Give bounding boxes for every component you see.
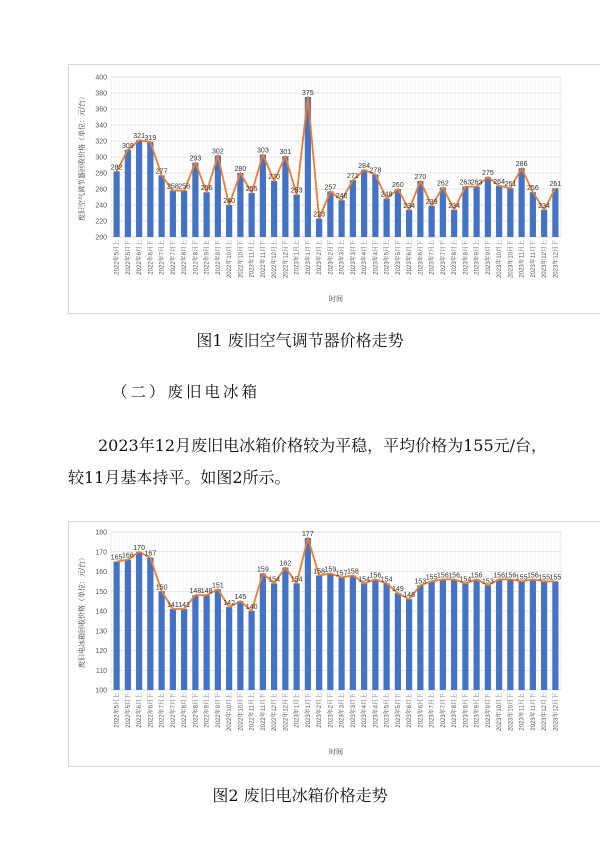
bar xyxy=(339,577,345,690)
bar xyxy=(530,579,536,690)
data-label: 155 xyxy=(549,574,562,582)
data-label: 240 xyxy=(223,198,235,205)
data-label: 248 xyxy=(380,191,393,199)
x-tick-label: 2022年5月下 xyxy=(125,693,132,728)
x-tick-label: 2023年2月下 xyxy=(328,693,335,728)
bar xyxy=(316,575,322,690)
data-label: 278 xyxy=(369,167,382,175)
bar xyxy=(204,192,210,237)
x-tick-label: 2023年10月上 xyxy=(497,693,504,732)
y-tick-label: 160 xyxy=(95,569,107,576)
y-tick-label: 380 xyxy=(95,90,107,98)
bar xyxy=(417,181,423,237)
bar xyxy=(260,155,266,237)
data-label: 256 xyxy=(527,185,539,193)
figure2-caption: 图2 废旧电冰箱价格走势 xyxy=(212,786,388,805)
data-label: 155 xyxy=(425,574,438,582)
x-tick-label: 2022年9月下 xyxy=(215,693,222,728)
data-label: 145 xyxy=(234,594,247,602)
y-tick-label: 150 xyxy=(95,588,107,596)
chart2-svg xyxy=(69,522,600,766)
x-tick-label: 2022年6月上 xyxy=(137,693,144,728)
data-label: 270 xyxy=(268,174,280,181)
bar xyxy=(147,558,153,690)
bar xyxy=(294,583,300,690)
bar xyxy=(327,573,333,690)
bar xyxy=(114,171,120,237)
x-tick-label: 2022年7月上 xyxy=(159,240,166,275)
data-label: 166 xyxy=(122,552,134,560)
bar xyxy=(226,205,232,237)
x-tick-label: 2022年12月下 xyxy=(283,240,290,279)
data-label: 262 xyxy=(437,180,449,188)
data-label: 148 xyxy=(200,588,213,596)
data-label: 293 xyxy=(189,155,202,163)
y-tick-label: 340 xyxy=(95,122,107,130)
bar xyxy=(519,581,525,690)
x-tick-label: 2023年2月上 xyxy=(317,240,324,275)
x-axis-title: 时间 xyxy=(329,749,343,756)
x-tick-label: 2023年8月上 xyxy=(452,693,459,728)
x-tick-label: 2023年11月上 xyxy=(519,693,526,731)
bar xyxy=(552,581,558,690)
data-label: 263 xyxy=(470,179,483,187)
data-label: 156 xyxy=(470,572,483,580)
data-label: 156 xyxy=(504,572,517,580)
bar xyxy=(249,193,255,237)
bar xyxy=(440,579,446,690)
bar xyxy=(215,589,221,690)
bar xyxy=(271,583,277,690)
x-tick-label: 2022年10月上 xyxy=(227,240,234,279)
data-label: 154 xyxy=(380,576,393,584)
x-tick-label: 2023年6月上 xyxy=(407,693,414,728)
data-label: 375 xyxy=(302,90,314,97)
data-label: 275 xyxy=(482,170,494,177)
data-label: 141 xyxy=(167,602,179,610)
data-label: 159 xyxy=(324,566,337,574)
x-tick-label: 2023年5月下 xyxy=(395,693,402,728)
data-label: 140 xyxy=(245,604,258,611)
x-tick-label: 2023年11月下 xyxy=(530,240,537,278)
bar xyxy=(552,188,558,237)
y-tick-label: 260 xyxy=(95,186,107,194)
data-label: 255 xyxy=(245,186,258,193)
x-tick-label: 2023年3月下 xyxy=(350,240,357,275)
x-tick-label: 2022年5月上 xyxy=(114,693,121,728)
bar xyxy=(282,156,288,237)
x-tick-label: 2022年12月上 xyxy=(272,693,279,732)
x-tick-label: 2023年6月下 xyxy=(418,240,425,275)
bar xyxy=(136,140,142,237)
data-label: 234 xyxy=(403,202,415,210)
bar xyxy=(192,163,198,237)
data-label: 257 xyxy=(324,184,337,192)
bar xyxy=(361,170,367,237)
x-tick-label: 2023年12月上 xyxy=(542,693,549,732)
data-label: 157 xyxy=(335,570,348,578)
bar xyxy=(530,192,536,237)
x-tick-label: 2023年8月下 xyxy=(463,693,470,728)
data-label: 156 xyxy=(448,572,460,580)
data-label: 302 xyxy=(212,148,224,156)
x-tick-label: 2022年7月下 xyxy=(170,240,177,275)
bar xyxy=(395,593,401,690)
data-label: 223 xyxy=(313,211,325,219)
x-tick-label: 2022年7月上 xyxy=(159,693,166,728)
data-label: 321 xyxy=(133,133,145,141)
y-tick-label: 280 xyxy=(95,170,107,178)
x-tick-label: 2022年10月上 xyxy=(227,693,234,732)
section-heading: （二）废旧电冰箱 xyxy=(112,383,261,401)
x-tick-label: 2022年5月下 xyxy=(125,240,132,275)
y-axis-title: 废旧电冰箱回收价格（单位：元/台） xyxy=(79,554,86,668)
paragraph-line-1: 2023年12月废旧电冰箱价格较为平稳，平均价格为155元/台， xyxy=(98,436,548,455)
data-label: 153 xyxy=(482,578,494,586)
x-tick-label: 2022年7月下 xyxy=(170,693,177,728)
bar xyxy=(159,591,165,690)
x-tick-label: 2023年1月下 xyxy=(305,693,312,728)
x-tick-label: 2023年3月上 xyxy=(339,693,346,728)
bar xyxy=(181,609,187,690)
bar xyxy=(462,583,468,690)
data-label: 177 xyxy=(302,530,314,538)
x-tick-label: 2022年11月下 xyxy=(260,693,267,731)
x-tick-label: 2023年11月上 xyxy=(519,240,526,278)
x-tick-label: 2022年11月下 xyxy=(260,240,267,278)
data-label: 156 xyxy=(437,572,449,580)
x-tick-label: 2023年7月下 xyxy=(440,240,447,275)
data-label: 280 xyxy=(234,166,247,173)
data-label: 159 xyxy=(257,566,269,574)
data-label: 156 xyxy=(527,572,539,580)
bar xyxy=(260,573,266,690)
bar xyxy=(474,579,480,690)
x-tick-label: 2023年11月下 xyxy=(530,693,537,731)
chart1-container xyxy=(68,64,600,314)
x-tick-label: 2023年7月上 xyxy=(429,693,436,728)
y-tick-label: 200 xyxy=(95,234,107,242)
y-tick-label: 240 xyxy=(95,202,107,210)
x-tick-label: 2022年12月下 xyxy=(283,693,290,732)
x-tick-label: 2023年7月上 xyxy=(429,240,436,275)
data-label: 239 xyxy=(425,198,438,206)
y-tick-label: 320 xyxy=(95,138,107,146)
chart1-svg xyxy=(69,65,600,313)
bar xyxy=(125,150,131,237)
x-tick-label: 2023年4月下 xyxy=(373,240,380,275)
x-tick-label: 2022年10月下 xyxy=(238,240,245,279)
bar xyxy=(125,560,131,690)
data-label: 234 xyxy=(538,202,550,210)
data-label: 154 xyxy=(290,576,303,584)
x-tick-label: 2023年7月下 xyxy=(440,693,447,728)
x-tick-label: 2023年3月上 xyxy=(339,240,346,275)
data-label: 319 xyxy=(144,134,157,142)
data-label: 153 xyxy=(414,578,427,586)
bar xyxy=(249,611,255,690)
y-tick-label: 130 xyxy=(95,628,107,636)
x-tick-label: 2023年6月上 xyxy=(407,240,414,275)
bar xyxy=(339,200,345,237)
bar xyxy=(451,579,457,690)
bar xyxy=(305,538,311,690)
bar xyxy=(350,575,356,690)
data-label: 165 xyxy=(110,554,123,562)
data-label: 260 xyxy=(392,182,404,189)
bar xyxy=(429,206,435,237)
x-tick-label: 2023年10月下 xyxy=(508,240,515,279)
data-label: 158 xyxy=(347,568,359,576)
data-label: 263 xyxy=(459,179,472,187)
data-label: 146 xyxy=(403,592,415,600)
bar xyxy=(395,189,401,237)
x-tick-label: 2023年1月上 xyxy=(294,240,301,275)
x-tick-label: 2023年9月下 xyxy=(485,240,492,275)
bar xyxy=(170,191,176,237)
x-tick-label: 2022年8月下 xyxy=(193,693,200,728)
x-tick-label: 2023年5月下 xyxy=(395,240,402,275)
bar xyxy=(496,579,502,690)
x-tick-label: 2022年6月上 xyxy=(137,240,144,275)
bar xyxy=(462,187,468,237)
x-tick-label: 2022年6月下 xyxy=(148,240,155,275)
bar xyxy=(417,585,423,690)
data-label: 154 xyxy=(268,576,280,584)
bar xyxy=(372,175,378,237)
x-tick-label: 2022年9月下 xyxy=(215,240,222,275)
x-tick-label: 2023年1月上 xyxy=(294,693,301,728)
data-label: 271 xyxy=(347,173,359,181)
data-label: 246 xyxy=(335,193,348,201)
bar xyxy=(384,199,390,237)
y-tick-label: 100 xyxy=(95,687,107,695)
data-label: 261 xyxy=(504,181,517,189)
bar xyxy=(282,568,288,690)
y-tick-label: 120 xyxy=(95,648,107,655)
data-label: 155 xyxy=(538,574,550,582)
bar xyxy=(496,186,502,237)
x-tick-label: 2023年1月下 xyxy=(305,240,312,275)
x-tick-label: 2023年2月上 xyxy=(317,693,324,728)
x-tick-label: 2023年12月下 xyxy=(553,693,560,732)
x-tick-label: 2022年11月上 xyxy=(249,240,256,278)
bar xyxy=(192,595,198,690)
bar xyxy=(170,609,176,690)
x-tick-label: 2023年5月上 xyxy=(384,240,391,275)
data-label: 151 xyxy=(212,582,224,590)
x-tick-label: 2022年12月上 xyxy=(272,240,279,279)
data-label: 156 xyxy=(493,572,505,580)
bar xyxy=(440,187,446,237)
data-label: 149 xyxy=(392,586,404,594)
bar xyxy=(519,168,525,237)
bar xyxy=(294,195,300,237)
bar xyxy=(474,187,480,237)
y-tick-label: 180 xyxy=(95,529,107,537)
x-tick-label: 2023年10月上 xyxy=(497,240,504,279)
data-label: 258 xyxy=(167,183,179,191)
data-label: 150 xyxy=(155,584,168,592)
x-tick-label: 2023年5月上 xyxy=(384,693,391,728)
data-label: 156 xyxy=(369,572,382,580)
data-label: 155 xyxy=(515,574,528,582)
bar xyxy=(429,581,435,690)
bar xyxy=(226,607,232,690)
data-label: 154 xyxy=(459,576,472,584)
paragraph-line-2: 较11月基本持平。如图2所示。 xyxy=(68,468,291,487)
data-label: 142 xyxy=(223,600,235,608)
x-tick-label: 2023年2月下 xyxy=(328,240,335,275)
bar xyxy=(361,583,367,690)
data-label: 154 xyxy=(358,576,370,584)
data-label: 270 xyxy=(414,174,427,181)
y-tick-label: 360 xyxy=(95,106,107,114)
x-tick-label: 2022年5月上 xyxy=(114,240,121,275)
x-tick-label: 2023年9月上 xyxy=(474,240,481,275)
data-label: 264 xyxy=(493,178,505,186)
bar xyxy=(350,180,356,237)
data-label: 256 xyxy=(200,185,213,193)
y-axis-title: 废旧空气调节器回收价格（单位：元/台） xyxy=(79,93,86,221)
bar xyxy=(485,177,491,237)
bar xyxy=(237,601,243,690)
x-tick-label: 2023年8月上 xyxy=(452,240,459,275)
bar xyxy=(181,191,187,237)
bar xyxy=(485,585,491,690)
data-label: 234 xyxy=(448,202,460,210)
data-label: 284 xyxy=(358,162,370,170)
x-tick-label: 2023年4月上 xyxy=(362,240,369,275)
data-label: 148 xyxy=(189,588,202,596)
x-tick-label: 2022年8月上 xyxy=(182,240,189,275)
bar xyxy=(451,210,457,237)
data-label: 253 xyxy=(290,187,303,195)
bar xyxy=(114,562,120,690)
bar xyxy=(406,599,412,690)
data-label: 162 xyxy=(279,560,292,568)
data-label: 258 xyxy=(178,183,190,191)
data-label: 303 xyxy=(257,147,269,155)
x-tick-label: 2023年3月下 xyxy=(350,693,357,728)
data-label: 282 xyxy=(110,164,123,172)
data-label: 301 xyxy=(279,149,292,157)
bar xyxy=(316,219,322,237)
data-label: 309 xyxy=(122,142,134,150)
figure1-caption: 图1 废旧空气调节器价格走势 xyxy=(196,331,404,350)
x-tick-label: 2023年10月下 xyxy=(508,693,515,732)
y-tick-label: 220 xyxy=(95,218,107,226)
x-tick-label: 2023年6月下 xyxy=(418,693,425,728)
x-tick-label: 2023年12月上 xyxy=(542,240,549,279)
data-label: 158 xyxy=(313,568,325,576)
x-tick-label: 2022年11月上 xyxy=(249,693,256,731)
y-tick-label: 300 xyxy=(95,154,107,162)
bar xyxy=(541,210,547,237)
bar xyxy=(136,552,142,690)
bar xyxy=(204,595,210,690)
bar xyxy=(507,188,513,237)
x-tick-label: 2023年4月下 xyxy=(373,693,380,728)
x-tick-label: 2022年6月下 xyxy=(148,693,155,728)
y-tick-label: 110 xyxy=(95,667,107,675)
bar xyxy=(147,142,153,237)
chart2-container xyxy=(68,521,600,767)
x-tick-label: 2023年9月下 xyxy=(485,693,492,728)
y-tick-label: 170 xyxy=(95,549,107,557)
x-tick-label: 2022年9月上 xyxy=(204,240,211,275)
bar xyxy=(372,579,378,690)
bar xyxy=(507,579,513,690)
bar xyxy=(541,581,547,690)
bar xyxy=(271,181,277,237)
x-tick-label: 2023年9月上 xyxy=(474,693,481,728)
x-tick-label: 2022年8月下 xyxy=(193,240,200,275)
x-tick-label: 2023年4月上 xyxy=(362,693,369,728)
x-tick-label: 2022年8月上 xyxy=(182,693,189,728)
bar xyxy=(406,210,412,237)
bar xyxy=(384,583,390,690)
data-label: 167 xyxy=(144,550,157,558)
x-tick-label: 2022年9月上 xyxy=(204,693,211,728)
y-tick-label: 400 xyxy=(95,74,107,82)
x-axis-title: 时间 xyxy=(329,296,343,303)
data-label: 141 xyxy=(178,602,190,610)
data-label: 170 xyxy=(133,544,145,552)
data-label: 261 xyxy=(549,181,562,189)
y-tick-label: 140 xyxy=(95,608,107,616)
bar xyxy=(159,175,165,237)
x-tick-label: 2023年8月下 xyxy=(463,240,470,275)
x-tick-label: 2022年10月下 xyxy=(238,693,245,732)
bar xyxy=(237,173,243,237)
x-tick-label: 2023年12月下 xyxy=(553,240,560,279)
data-label: 277 xyxy=(155,168,168,176)
data-label: 286 xyxy=(515,161,528,169)
